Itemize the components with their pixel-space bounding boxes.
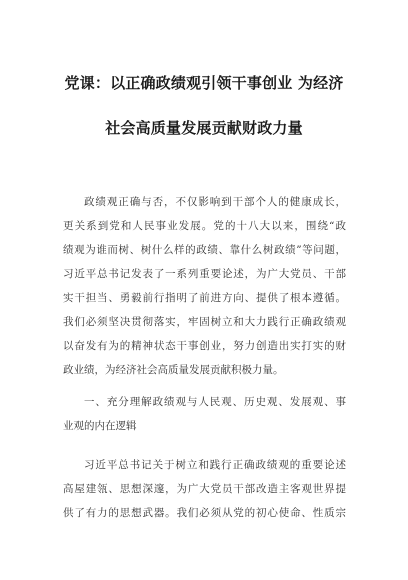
paragraph-1-line-1: 政绩观正确与否，不仅影响到干部个人的健康成长， [84,196,346,208]
paragraph-1-line-8: 政业绩，为经济社会高质量发展贡献积极力量。 [63,364,284,376]
paragraph-1-line-7: 以奋发有为的精神状态干事创业，努力创造出实打实的财 [63,340,346,352]
document-title-line-2: 社会高质量发展贡献财政力量 [105,119,303,137]
paragraph-1-line-6: 我们必须坚决贯彻落实，牢固树立和大力践行正确政绩观 [63,316,346,328]
paragraph-1-line-5: 实干担当、勇毅前行指明了前进方向、提供了根本遵循。 [63,292,346,304]
section-heading-line-2: 业观的内在逻辑 [63,420,137,432]
paragraph-3-line-2: 高屋建瓴、思想深邃，为广大党员干部改造主客观世界提 [63,483,346,495]
paragraph-1-line-4: 习近平总书记发表了一系列重要论述，为广大党员、干部 [63,268,346,280]
document-title-line-1: 党课：以正确政绩观引领干事创业 为经济 [64,74,344,92]
paragraph-1-line-2: 更关系到党和人民事业发展。党的十八大以来，围绕“政 [63,220,346,232]
paragraph-3-line-1: 习近平总书记关于树立和践行正确政绩观的重要论述 [84,459,346,471]
paragraph-1-line-3: 绩观为谁而树、树什么样的政绩、靠什么树政绩”等问题， [63,244,346,256]
paragraph-3-line-3: 供了有力的思想武器。我们必须从党的初心使命、性质宗 [63,507,346,519]
section-heading-line-1: 一、充分理解政绩观与人民观、历史观、发展观、事 [84,396,346,408]
